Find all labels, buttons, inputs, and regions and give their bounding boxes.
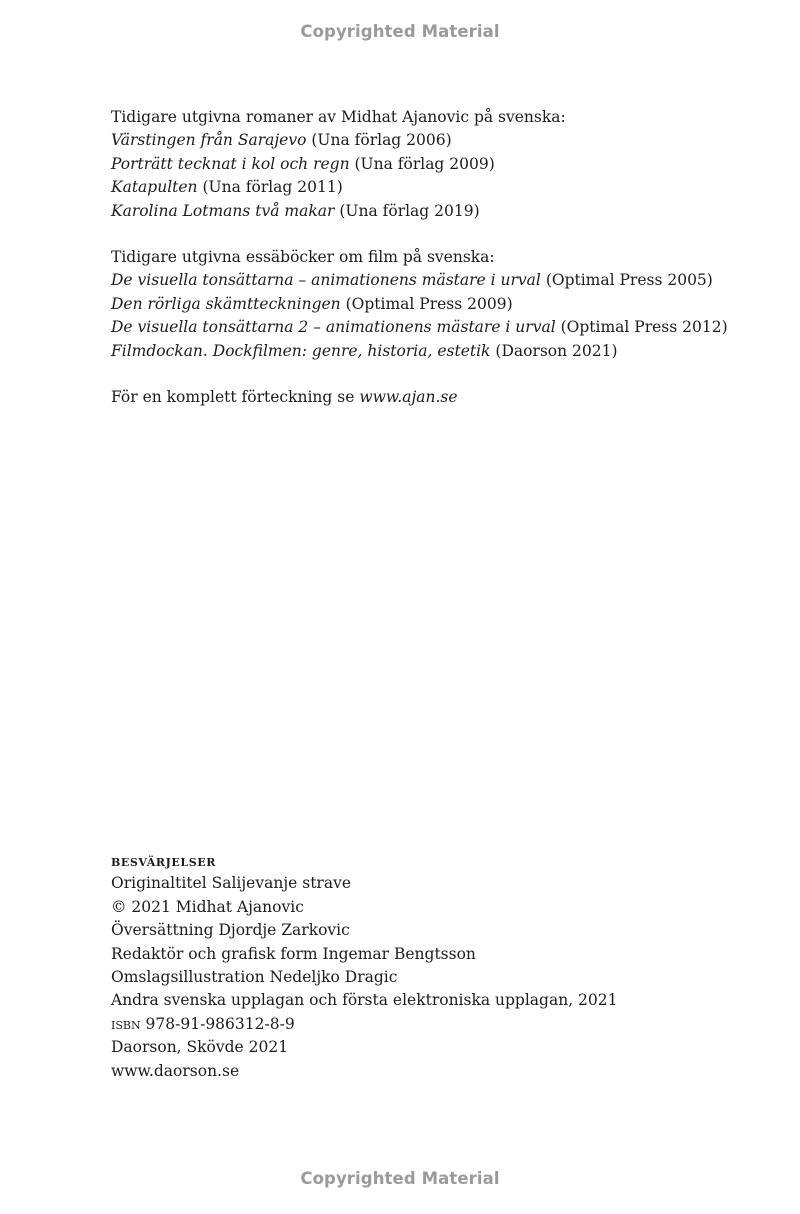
novels-heading: Tidigare utgivna romaner av Midhat Ajanovic på svenska: — [111, 108, 566, 126]
essays-list — [111, 246, 751, 363]
author-website-link[interactable]: www.ajan.se — [359, 388, 458, 406]
novel-title: Karolina Lotmans två makar — [111, 201, 335, 220]
copyright-line: © 2021 Midhat Ajanovic — [111, 897, 304, 916]
essay-entry — [111, 340, 751, 363]
book-title: besvärjelser — [111, 851, 216, 870]
original-title: Originaltitel Salijevanje strave — [111, 874, 352, 893]
essay-publisher: (Optimal Press 2005) — [545, 271, 713, 290]
essay-title: Filmdockan. Dockfilmen: genre, historia, estetik — [111, 341, 491, 360]
publisher-line: Daorson, Skövde 2021 — [111, 1038, 289, 1057]
novel-title: Porträtt tecknat i kol och regn — [111, 154, 350, 173]
essay-publisher: (Daorson 2021) — [495, 341, 618, 360]
translation-credit: Översättning Djordje Zarkovic — [111, 921, 350, 940]
cover-credit: Omslagsillustration Nedeljko Dragic — [111, 968, 398, 987]
isbn-label: isbn — [111, 1014, 141, 1033]
novel-entry — [111, 153, 751, 176]
publisher-website-link[interactable]: www.daorson.se — [111, 1061, 240, 1080]
colophon — [111, 849, 751, 1083]
essay-title: De visuella tonsättarna 2 – animationens mästare i urval — [111, 318, 556, 337]
novels-list — [111, 106, 751, 223]
essays-heading: Tidigare utgivna essäböcker om film på svenska: — [111, 248, 495, 266]
essay-entry — [111, 269, 751, 292]
essay-publisher: (Optimal Press 2012) — [560, 318, 728, 337]
essay-publisher: (Optimal Press 2009) — [345, 294, 513, 313]
essay-title: Den rörliga skämtteckningen — [111, 294, 341, 313]
copyright-watermark-top: Copyrighted Material — [300, 22, 500, 41]
novel-publisher: (Una förlag 2011) — [202, 178, 343, 197]
novel-entry — [111, 129, 751, 152]
essay-title: De visuella tonsättarna – animationens mästare i urval — [111, 271, 541, 290]
isbn-number: 978-91-986312-8-9 — [145, 1014, 295, 1033]
copyright-watermark-bottom: Copyrighted Material — [300, 1169, 500, 1188]
complete-list-text: För en komplett förteckning se — [111, 388, 355, 406]
novel-entry — [111, 200, 751, 223]
novel-publisher: (Una förlag 2019) — [339, 201, 480, 220]
novel-publisher: (Una förlag 2006) — [311, 131, 452, 150]
novel-title: Värstingen från Sarajevo — [111, 131, 307, 150]
isbn-line — [111, 1013, 751, 1036]
editor-credit: Redaktör och grafisk form Ingemar Bengtsson — [111, 944, 476, 963]
novel-title: Katapulten — [111, 178, 198, 197]
novel-publisher: (Una förlag 2009) — [354, 154, 495, 173]
edition-note: Andra svenska upplagan och första elektroniska upplagan, 2021 — [111, 991, 618, 1010]
essay-entry — [111, 316, 751, 339]
novel-entry — [111, 176, 751, 199]
complete-list-note — [111, 386, 751, 409]
essay-entry — [111, 293, 751, 316]
